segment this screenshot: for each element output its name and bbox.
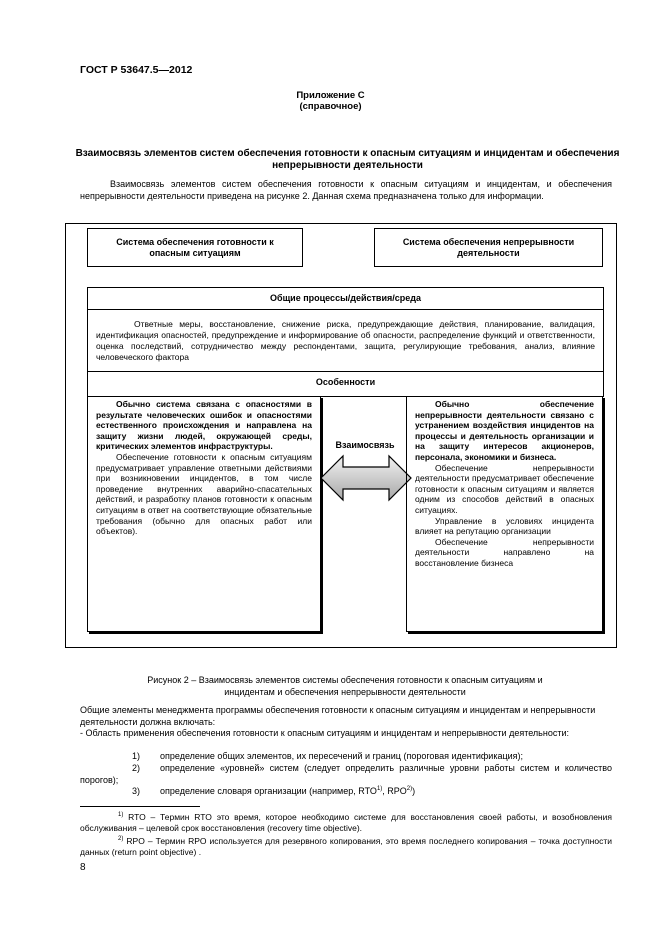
- continuity-features-p1: Обеспечение непрерывности деятельности предусматривает обеспечение готовности к опасным ситуациям и является одним из способов действий в опасных ситуациях.: [415, 462, 594, 515]
- list-item-text-cont: , RPO: [382, 786, 407, 796]
- footnote-divider: [80, 806, 200, 807]
- box-continuity-label: Система обеспечения непрерывности деятельности: [402, 236, 575, 258]
- preparedness-features-bold: Обычно система связана с опасностями в результате человеческих ошибок и опасностями естественного происхождения и направлена на защиту жизни людей, окружающей среды, критических элементов инфраструктуры.: [96, 399, 312, 452]
- figure-caption: Рисунок 2 – Взаимосвязь элементов системы обеспечения готовности к опасным ситуациям и инцидентам и обеспечения непрерывности деятельности: [147, 675, 543, 697]
- continuity-features-column: [406, 396, 603, 632]
- footnote: [80, 836, 612, 858]
- list-item-number: 3): [131, 786, 140, 796]
- double-arrow-icon: [319, 452, 413, 504]
- footnote-ref: 2): [406, 786, 413, 792]
- box-preparedness-system: [87, 228, 303, 267]
- continuity-features-p2: Управление в условиях инцидента влияет на репутацию организации: [415, 515, 594, 537]
- list-item-text: определение словаря организации (например, RTO: [160, 786, 377, 796]
- document-header: ГОСТ Р 53647.5—2012: [80, 64, 193, 76]
- list-item-number: 2): [131, 763, 140, 773]
- footnote: [80, 812, 612, 834]
- common-processes-body: Ответные меры, восстановление, снижение риска, предупреждающие действия, планирование, валидация, идентификация опасностей, предупреждение и информирование об опасности, распределение функций и ответственности, оценка последствий, сотрудничество между респондентами, защита, регулирующие требования, анализ, влияние человеческого фактора: [96, 319, 595, 362]
- list-item: [80, 751, 612, 763]
- list-item: [80, 763, 612, 786]
- footnote-mark: 1): [118, 812, 124, 819]
- box-continuity-system: [374, 228, 603, 267]
- preparedness-features-text: Обеспечение готовности к опасным ситуациям предусматривает управление ответными действиями при возникновении инцидентов, в том числе проведение внутренних аварийно-спасательных действий, и разработку планов готовности к опасным ситуациям в ответ на соответствующие обязательные требования (обычно для опасных работ или объектов).: [96, 451, 312, 537]
- features-title: Особенности: [87, 371, 604, 393]
- body-paragraph-1: Общие элементы менеджмента программы обеспечения готовности к опасным ситуациям и инцидентам и непрерывности деятельности должна включать:: [80, 705, 596, 727]
- list-item: [80, 786, 612, 798]
- preparedness-features-column: [87, 396, 321, 632]
- footnote-ref: 1): [376, 786, 383, 792]
- page-number: 8: [80, 862, 86, 873]
- common-processes-title: Общие процессы/действия/среда: [88, 288, 603, 310]
- list-item-text: определение «уровней» систем (следует определить различные уровни работы систем и количество порогов);: [80, 763, 612, 785]
- list-item-text-end: ): [412, 786, 416, 796]
- appendix-note: (справочное): [299, 101, 362, 112]
- relationship-label: Взаимосвязь: [335, 440, 395, 450]
- section-title: Взаимосвязь элементов систем обеспечения готовности к опасным ситуациям и инцидентам и обеспечения непрерывности деятельности: [75, 148, 620, 171]
- appendix-title: Приложение С: [296, 90, 365, 101]
- continuity-features-bold: Обычно обеспечение непрерывности деятельности связано с устранением воздействия инцидентов на процессы и деятельность организации и на защиту интересов акционеров, персонала, экономики и бизнеса.: [415, 399, 594, 462]
- footnote-text: RPO – Термин RPO используется для резервного копирования, это время последнего копирования – точка доступности данных (return point objective) .: [80, 836, 612, 857]
- footnote-text: RTO – Термин RTO это время, которое необходимо системе для восстановления своей работы, и возобновления обслуживания – целевой срок восстановления (recovery time objective).: [80, 812, 612, 833]
- list-item-number: 1): [131, 751, 140, 761]
- body-paragraph-2: - Область применения обеспечения готовности к опасным ситуациям и инцидентам и непрерывности деятельности:: [80, 728, 569, 738]
- continuity-features-p3: Обеспечение непрерывности деятельности направлено на восстановление бизнеса: [415, 536, 594, 568]
- footnote-mark: 2): [118, 836, 124, 843]
- list-item-text: определение общих элементов, их пересечений и границ (пороговая идентификация);: [160, 751, 524, 761]
- box-preparedness-label: Система обеспечения готовности к опасным ситуациям: [116, 236, 274, 258]
- intro-paragraph: Взаимосвязь элементов систем обеспечения готовности к опасным ситуациям и инцидентам, и обеспечения непрерывности деятельности приведена на рисунке 2. Данная схема предназначена только для информации.: [80, 179, 612, 201]
